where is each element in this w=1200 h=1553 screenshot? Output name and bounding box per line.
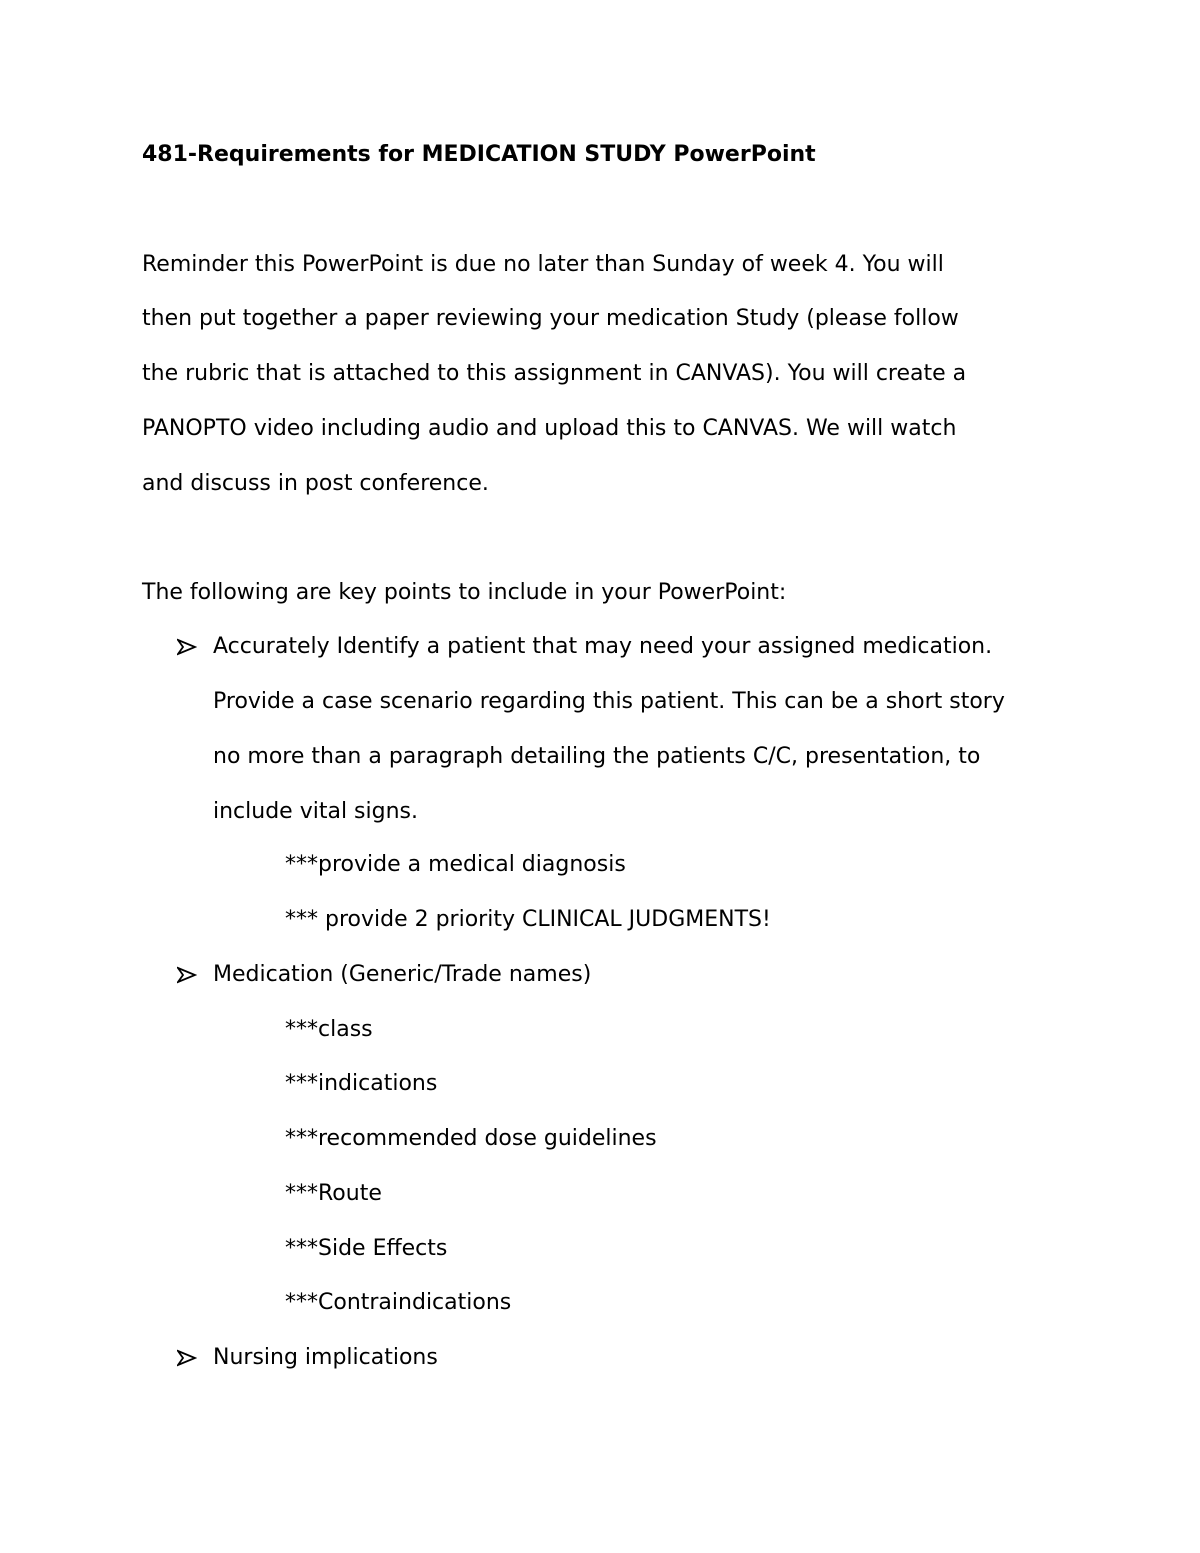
bullet-1-line-2: Provide a case scenario regarding this patient. This can be a short story <box>213 689 1005 714</box>
bullet-1-subitem-1: ***provide a medical diagnosis <box>285 852 626 877</box>
bullet-2-subitem-6: ***Contraindications <box>285 1290 512 1315</box>
bullet-2-subitem-2: ***indications <box>285 1071 438 1096</box>
intro-line-3: the rubric that is attached to this assignment in CANVAS). You will create a <box>142 361 967 386</box>
bullet-1-line-4: include vital signs. <box>213 799 418 824</box>
bullet-2-subitem-1: ***class <box>285 1017 373 1042</box>
bullet-2-subitem-4: ***Route <box>285 1181 382 1206</box>
arrowhead-bullet-icon <box>177 638 197 656</box>
arrowhead-bullet-icon <box>177 1349 197 1367</box>
bullet-2-subitem-5: ***Side Effects <box>285 1236 448 1261</box>
document-title: 481-Requirements for MEDICATION STUDY PowerPoint <box>142 142 816 167</box>
intro-line-5: and discuss in post conference. <box>142 471 489 496</box>
bullet-2-line-1: Medication (Generic/Trade names) <box>213 962 592 987</box>
bullet-3-line-1: Nursing implications <box>213 1345 438 1370</box>
bullet-2-subitem-3: ***recommended dose guidelines <box>285 1126 657 1151</box>
key-points-heading: The following are key points to include in your PowerPoint: <box>142 580 787 605</box>
intro-line-2: then put together a paper reviewing your medication Study (please follow <box>142 306 959 331</box>
bullet-1-line-3: no more than a paragraph detailing the patients C/C, presentation, to <box>213 744 981 769</box>
arrowhead-bullet-icon <box>177 966 197 984</box>
intro-line-1: Reminder this PowerPoint is due no later than Sunday of week 4. You will <box>142 252 944 277</box>
intro-line-4: PANOPTO video including audio and upload this to CANVAS. We will watch <box>142 416 957 441</box>
bullet-1-subitem-2: *** provide 2 priority CLINICAL JUDGMENTS! <box>285 907 771 932</box>
bullet-1-line-1: Accurately Identify a patient that may need your assigned medication. <box>213 634 993 659</box>
